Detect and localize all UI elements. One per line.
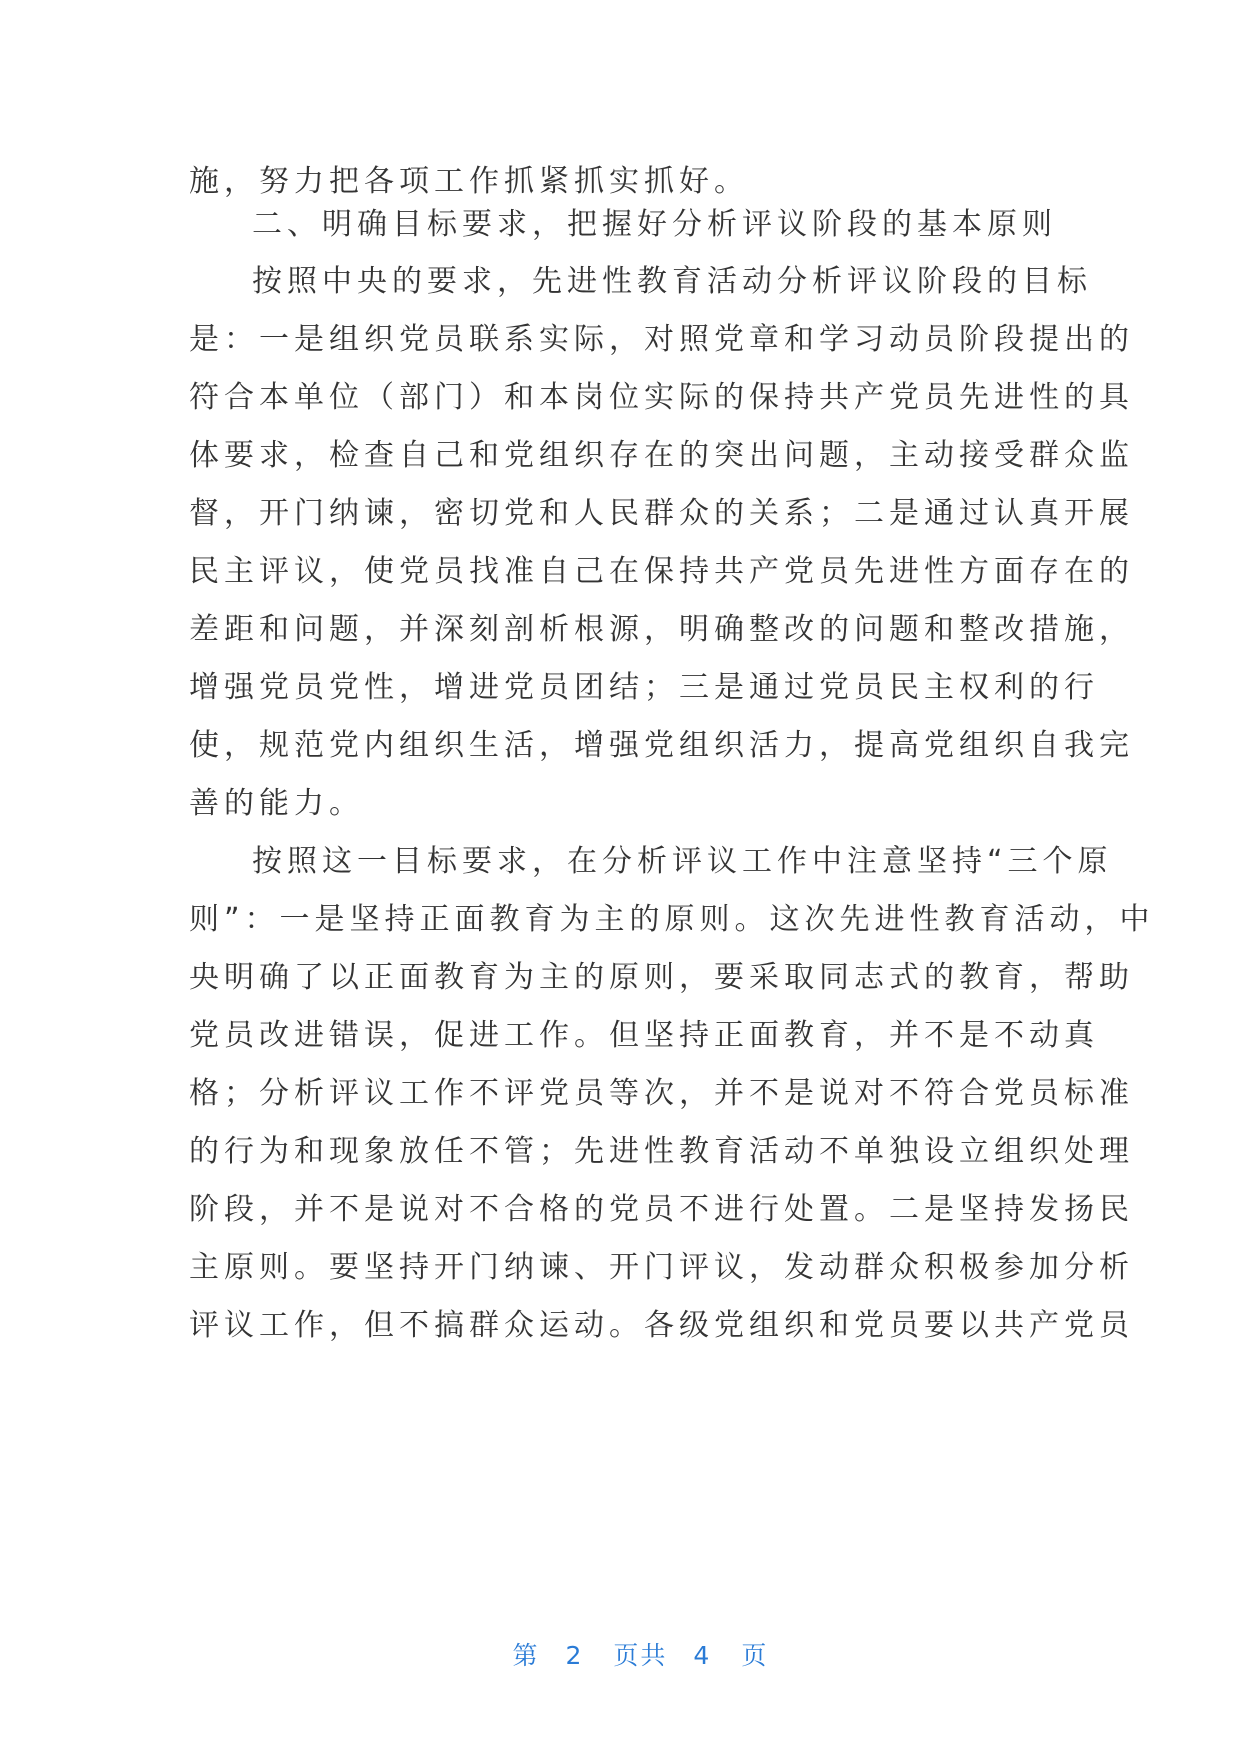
text-line: 施，努力把各项工作抓紧抓实抓好。 [189,164,749,199]
text-line: 增强党员党性，增进党员团结；三是通过党员民主权利的行 [189,670,1099,705]
footer-ye: 页 [741,1641,769,1670]
text-line: 差距和问题，并深刻剖析根源，明确整改的问题和整改措施， [189,612,1134,647]
text-line: 评议工作，但不搞群众运动。各级党组织和党员要以共产党员 [189,1308,1134,1343]
footer-page-current: 2 [565,1641,584,1670]
text-line: 民主评议，使党员找准自己在保持共产党员先进性方面存在的 [189,554,1134,589]
text-line: 是：一是组织党员联系实际，对照党章和学习动员阶段提出的 [189,322,1134,357]
page-footer [0,1605,1241,1707]
text-line: 体要求，检查自己和党组织存在的突出问题，主动接受群众监 [189,438,1134,473]
text-line: 的行为和现象放任不管；先进性教育活动不单独设立组织处理 [189,1134,1134,1169]
text-line: 阶段，并不是说对不合格的党员不进行处置。二是坚持发扬民 [189,1192,1134,1227]
text-line: 央明确了以正面教育为主的原则，要采取同志式的教育，帮助 [189,960,1134,995]
footer-page-total: 4 [693,1641,712,1670]
footer-di: 第 [512,1641,540,1670]
text-line: 善的能力。 [189,786,364,821]
section-heading: 二、明确目标要求，把握好分析评议阶段的基本原则 [252,207,1057,242]
text-line: 符合本单位（部门）和本岗位实际的保持共产党员先进性的具 [189,380,1134,415]
text-line: 格；分析评议工作不评党员等次，并不是说对不符合党员标准 [189,1076,1134,1111]
text-line: 则”：一是坚持正面教育为主的原则。这次先进性教育活动，中 [189,902,1155,937]
footer-ye-gong: 页共 [613,1641,668,1670]
text-line: 督，开门纳谏，密切党和人民群众的关系；二是通过认真开展 [189,496,1134,531]
text-line: 按照这一目标要求，在分析评议工作中注意坚持“三个原 [252,844,1113,879]
text-line: 按照中央的要求，先进性教育活动分析评议阶段的目标 [252,264,1092,299]
text-line: 党员改进错误，促进工作。但坚持正面教育，并不是不动真 [189,1018,1099,1053]
text-line: 主原则。要坚持开门纳谏、开门评议，发动群众积极参加分析 [189,1250,1134,1285]
text-line: 使，规范党内组织生活，增强党组织活力，提高党组织自我完 [189,728,1134,763]
